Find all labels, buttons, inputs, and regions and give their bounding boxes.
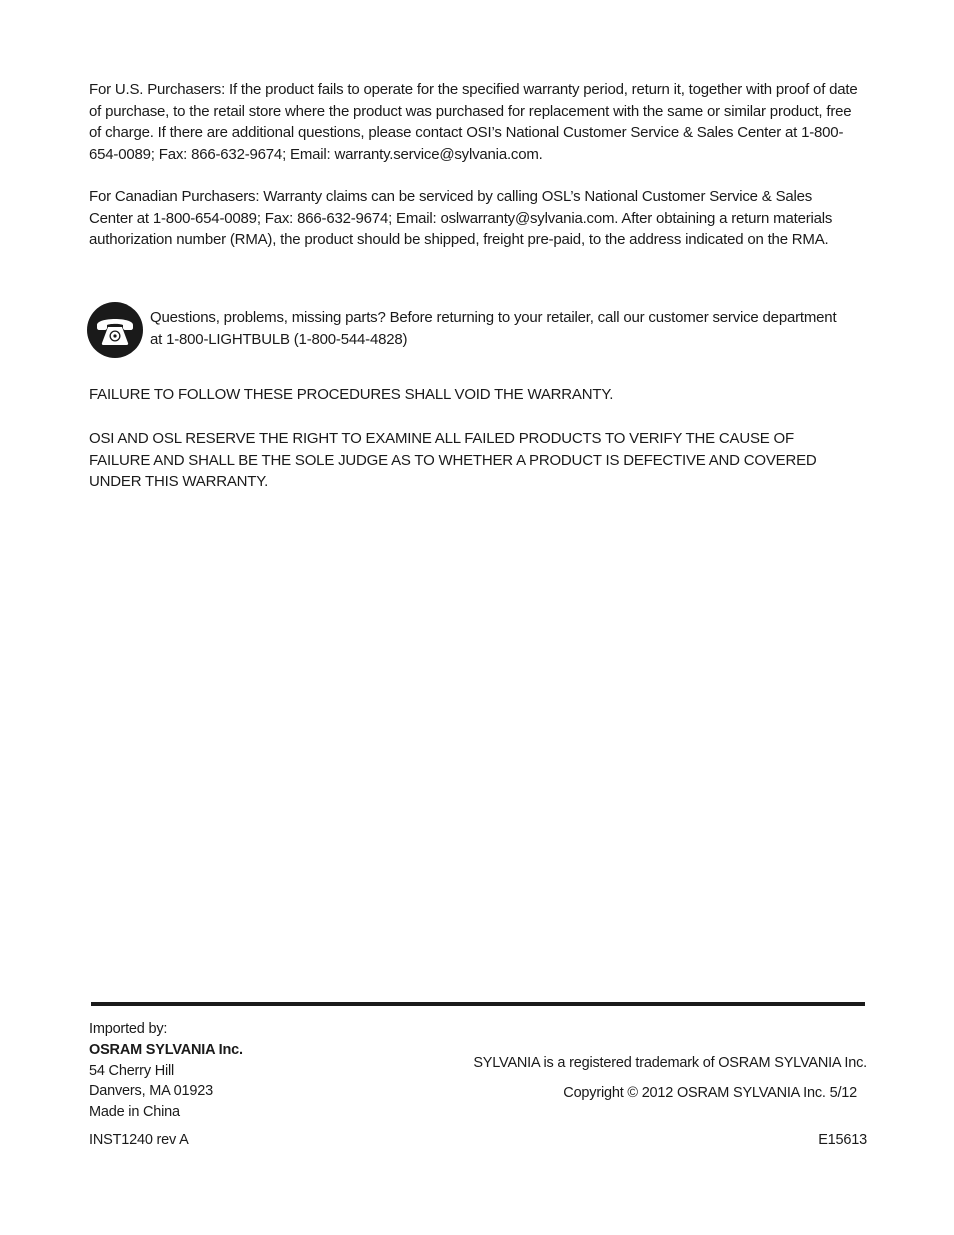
importer-address: [89, 1019, 243, 1123]
city-address: Danvers, MA 01923: [89, 1083, 213, 1100]
us-purchasers-paragraph: For U.S. Purchasers: If the product fails to operate for the specified warranty period, return it, together with proof of date of purchase, to the retail store where the product was purchased for replacement with the same or similar product, free of charge. If there are additional questions, please contact OSI’s National Customer Service & Sales Center at 1-800-654-0089; Fax: 866-632-9674; Email: warranty.service@sylvania.com.: [89, 81, 858, 163]
telephone-icon: [87, 302, 143, 358]
customer-service-note: Questions, problems, missing parts? Before returning to your retailer, call our customer service department at 1-800-LIGHTBULB (1-800-544-4828): [150, 309, 837, 348]
imported-by-label: Imported by:: [89, 1021, 168, 1037]
failure-notice: FAILURE TO FOLLOW THESE PROCEDURES SHALL VOID THE WARRANTY.: [89, 386, 614, 403]
company-name: OSRAM SYLVANIA Inc.: [89, 1041, 243, 1058]
document-code: E15613: [818, 1132, 867, 1148]
country-of-origin: Made in China: [89, 1104, 180, 1121]
canadian-purchasers-paragraph: For Canadian Purchasers: Warranty claims can be serviced by calling OSL’s National Customer Service & Sales Center at 1-800-654-0089; Fax: 866-632-9674; Email: oslwarranty@sylvania.com. After obtaining a return materials authorization number (RMA), the product should be shipped, freight pre-paid, to the address indicated on the RMA.: [89, 188, 833, 249]
street-address: 54 Cherry Hill: [89, 1062, 175, 1079]
footer-divider: [91, 1002, 865, 1006]
rights-notice: OSI AND OSL RESERVE THE RIGHT TO EXAMINE ALL FAILED PRODUCTS TO VERIFY THE CAUSE OF FAILURE AND SHALL BE THE SOLE JUDGE AS TO WHETHER A PRODUCT IS DEFECTIVE AND COVERED UNDER THIS WARRANTY.: [89, 430, 817, 491]
instruction-code: INST1240 rev A: [89, 1132, 189, 1148]
trademark-notice: SYLVANIA is a registered trademark of OSRAM SYLVANIA Inc.: [473, 1055, 867, 1071]
copyright-notice: Copyright © 2012 OSRAM SYLVANIA Inc. 5/12: [563, 1085, 857, 1101]
